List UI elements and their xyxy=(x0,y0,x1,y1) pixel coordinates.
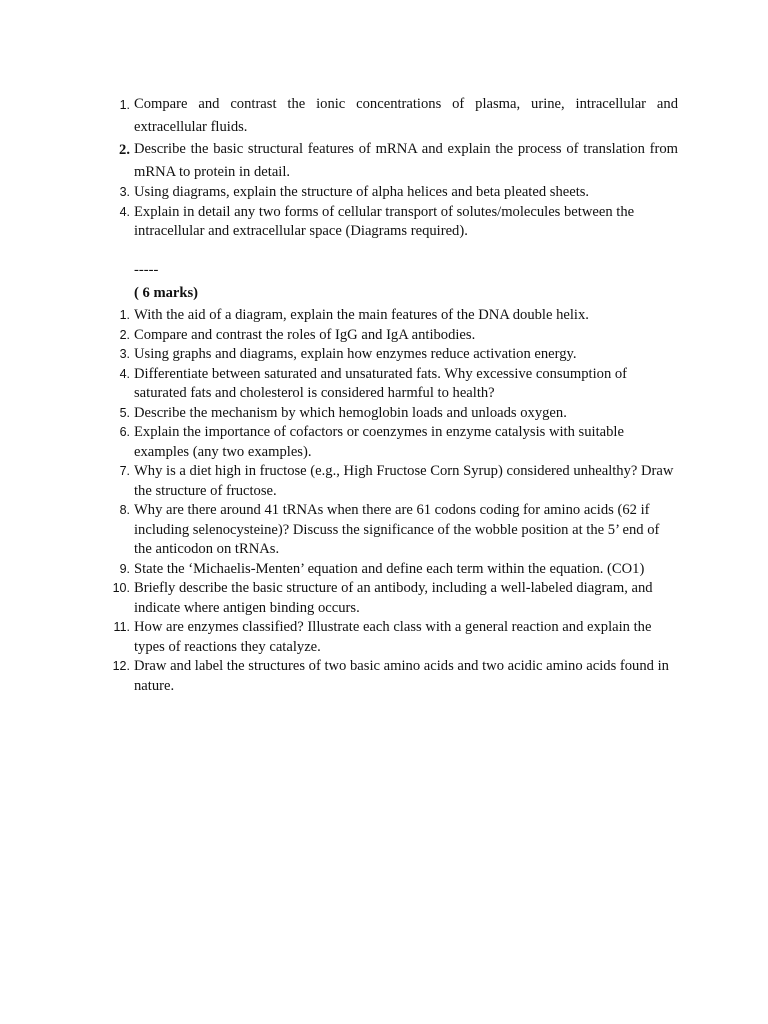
item-text: Briefly describe the basic structure of an antibody, including a well-labeled diagram, and indicate where antigen binding occurs. xyxy=(134,580,653,616)
item-number: 9. xyxy=(119,561,130,576)
item-number: 7. xyxy=(119,464,130,478)
item-text: Using diagrams, explain the structure of alpha helices and beta pleated sheets. xyxy=(134,184,590,200)
item-text: Compare and contrast the roles of IgG and IgA antibodies. xyxy=(134,326,476,343)
item-number: 1. xyxy=(119,98,130,112)
item-text: How are enzymes classified? Illustrate each class with a general reaction and explain the types of reactions they catalyze. xyxy=(134,619,652,655)
item-number: 3. xyxy=(119,185,130,199)
item-number: 3. xyxy=(119,347,130,361)
item-number: 5. xyxy=(119,405,130,420)
list-item xyxy=(106,326,678,346)
item-number: 6. xyxy=(119,425,130,439)
item-text: Compare and contrast the ionic concentrations of plasma, urine, intracellular and extracellular fluids. xyxy=(134,96,678,135)
item-text: Describe the mechanism by which hemoglobin loads and unloads oxygen. xyxy=(134,404,567,421)
item-number: 10. xyxy=(112,581,130,595)
item-text: Why is a diet high in fructose (e.g., High Fructose Corn Syrup) considered unhealthy? Draw the structure of fructose. xyxy=(134,463,674,499)
marks-heading: ( 6 marks) xyxy=(134,285,199,301)
item-text: Explain the importance of cofactors or coenzymes in enzyme catalysis with suitable examples (any two examples). xyxy=(134,424,624,460)
item-text: State the ‘Michaelis-Menten’ equation and define each term within the equation. (CO1) xyxy=(134,560,645,577)
list-item xyxy=(106,560,678,580)
list-item xyxy=(106,462,678,501)
item-text: Describe the basic structural features of mRNA and explain the process of translation from mRNA to protein in detail. xyxy=(134,141,678,180)
list-item xyxy=(106,345,678,365)
item-number: 2. xyxy=(119,327,130,342)
item-number: 1. xyxy=(119,308,130,322)
list-item xyxy=(106,183,678,203)
item-number: 12. xyxy=(112,659,130,673)
list-item xyxy=(106,404,678,424)
item-number: 8. xyxy=(119,503,130,517)
list-item xyxy=(106,306,678,326)
list-item xyxy=(106,618,678,657)
item-text: Why are there around 41 tRNAs when there are 61 codons coding for amino acids (62 if including selenocysteine)? Discuss the significance of the wobble position at the 5’ end of the anticodon on tRNAs. xyxy=(134,502,660,557)
list-item xyxy=(106,93,678,138)
question-list-section-1 xyxy=(106,93,678,242)
list-item xyxy=(106,657,678,696)
item-text: Differentiate between saturated and unsaturated fats. Why excessive consumption of saturated fats and cholesterol is considered harmful to health? xyxy=(134,365,628,401)
item-text: Explain in detail any two forms of cellular transport of solutes/molecules between the intracellular and extracellular space (Diagrams required). xyxy=(134,203,635,239)
section-separator: ----- xyxy=(134,262,159,278)
list-item xyxy=(106,138,678,183)
list-item xyxy=(106,365,678,404)
list-item xyxy=(106,501,678,560)
item-number: 4. xyxy=(119,204,130,219)
item-number: 2. xyxy=(119,142,130,158)
item-number: 4. xyxy=(119,366,130,381)
list-item xyxy=(106,579,678,618)
question-list-section-2 xyxy=(106,306,678,696)
list-item xyxy=(106,203,678,242)
list-item xyxy=(106,423,678,462)
item-text: Draw and label the structures of two basic amino acids and two acidic amino acids found in nature. xyxy=(134,658,669,694)
item-text: With the aid of a diagram, explain the main features of the DNA double helix. xyxy=(134,307,589,323)
item-number: 11. xyxy=(113,620,130,634)
item-text: Using graphs and diagrams, explain how enzymes reduce activation energy. xyxy=(134,346,577,362)
